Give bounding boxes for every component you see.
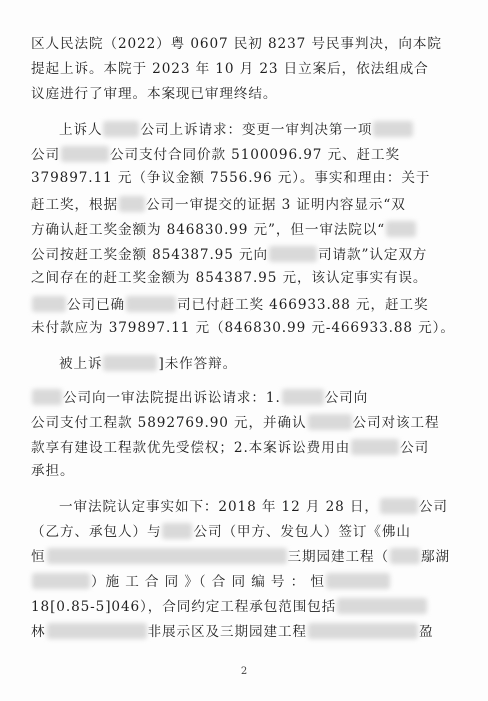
redaction bbox=[32, 573, 90, 589]
redaction bbox=[47, 623, 147, 639]
redaction bbox=[337, 598, 427, 614]
redaction bbox=[386, 221, 416, 237]
text-line: 公司向一审法院提出诉讼请求：1. 公司向 bbox=[31, 386, 368, 408]
text-line: 赶工奖，根据 公司一审提交的证据 3 证明内容显示“双 bbox=[31, 197, 406, 213]
redaction bbox=[103, 121, 139, 137]
text-line: 恒 三期园建工程（ 鄢湖 bbox=[31, 549, 450, 565]
redaction bbox=[103, 355, 157, 371]
text-line: 被上诉 ]未作答辩。 bbox=[59, 356, 238, 372]
text-line: 款享有建设工程款优先受偿权；2.本案诉讼费用由 公司 bbox=[31, 440, 430, 456]
text-line: 提起上诉。本院于 2023 年 10 月 23 日立案后，依法组成合 bbox=[31, 61, 429, 77]
redaction bbox=[119, 196, 145, 212]
text-line: 林 非展示区及三期园建工程 盈 bbox=[31, 624, 434, 640]
text-line: （乙方、承包人）与 公司（甲方、发包人）签订《佛山 bbox=[31, 524, 411, 540]
redaction bbox=[269, 246, 317, 262]
redaction bbox=[162, 523, 192, 539]
redaction bbox=[61, 146, 109, 162]
text-line: 18[0.85-5]046），合同约定工程承包范围包括 bbox=[31, 595, 428, 617]
text-line: 379897.11 元（争议金额 7556.96 元）。事实和理由：关于 bbox=[31, 170, 431, 186]
text-line: 公司已确 司已付赶工奖 466933.88 元，赶工奖 bbox=[31, 293, 428, 315]
text-line: 之间存在的赶工奖金额为 854387.95 元，该认定事实有误。 bbox=[31, 270, 428, 286]
text-line: 一审法院认定事实如下：2018 年 12 月 28 日， 公司 bbox=[59, 499, 448, 515]
text-line: 上诉人 公司上诉请求：变更一审判决第一项 bbox=[59, 118, 414, 140]
page-number: 2 bbox=[240, 666, 248, 677]
redaction bbox=[282, 389, 324, 405]
text-line: 未付款应为 379897.11 元（846830.99 元-466933.88 元）。 bbox=[31, 320, 455, 336]
text-line: 区人民法院（2022）粤 0607 民初 8237 号民事判决，向本院 bbox=[31, 36, 442, 52]
redaction bbox=[308, 414, 352, 430]
redaction bbox=[47, 548, 287, 564]
redaction bbox=[32, 389, 62, 405]
text-line: 方确认赶工奖金额为 846830.99 元”，但一审法院以“ bbox=[31, 218, 417, 240]
redaction bbox=[373, 121, 413, 137]
text-line: 承担。 bbox=[31, 463, 75, 479]
text-line: ）施 工 合 同 》（ 合 同 编 号 ： 恒 bbox=[31, 570, 391, 592]
text-line: 议庭进行了审理。本案现已审理终结。 bbox=[31, 86, 278, 102]
text-line: 公司支付工程款 5892769.90 元，并确认 公司对该工程 bbox=[31, 415, 440, 431]
text-line: 公司 公司支付合同价款 5100096.97 元、赶工奖 bbox=[31, 147, 401, 163]
redaction bbox=[351, 439, 399, 455]
redaction bbox=[380, 498, 418, 514]
redaction bbox=[32, 296, 66, 312]
redaction bbox=[308, 623, 418, 639]
text-line: 公司按赶工奖金额 854387.95 元向 司请款”认定双方 bbox=[31, 247, 428, 263]
redaction bbox=[326, 573, 390, 589]
redaction bbox=[390, 548, 420, 564]
redaction bbox=[126, 296, 176, 312]
